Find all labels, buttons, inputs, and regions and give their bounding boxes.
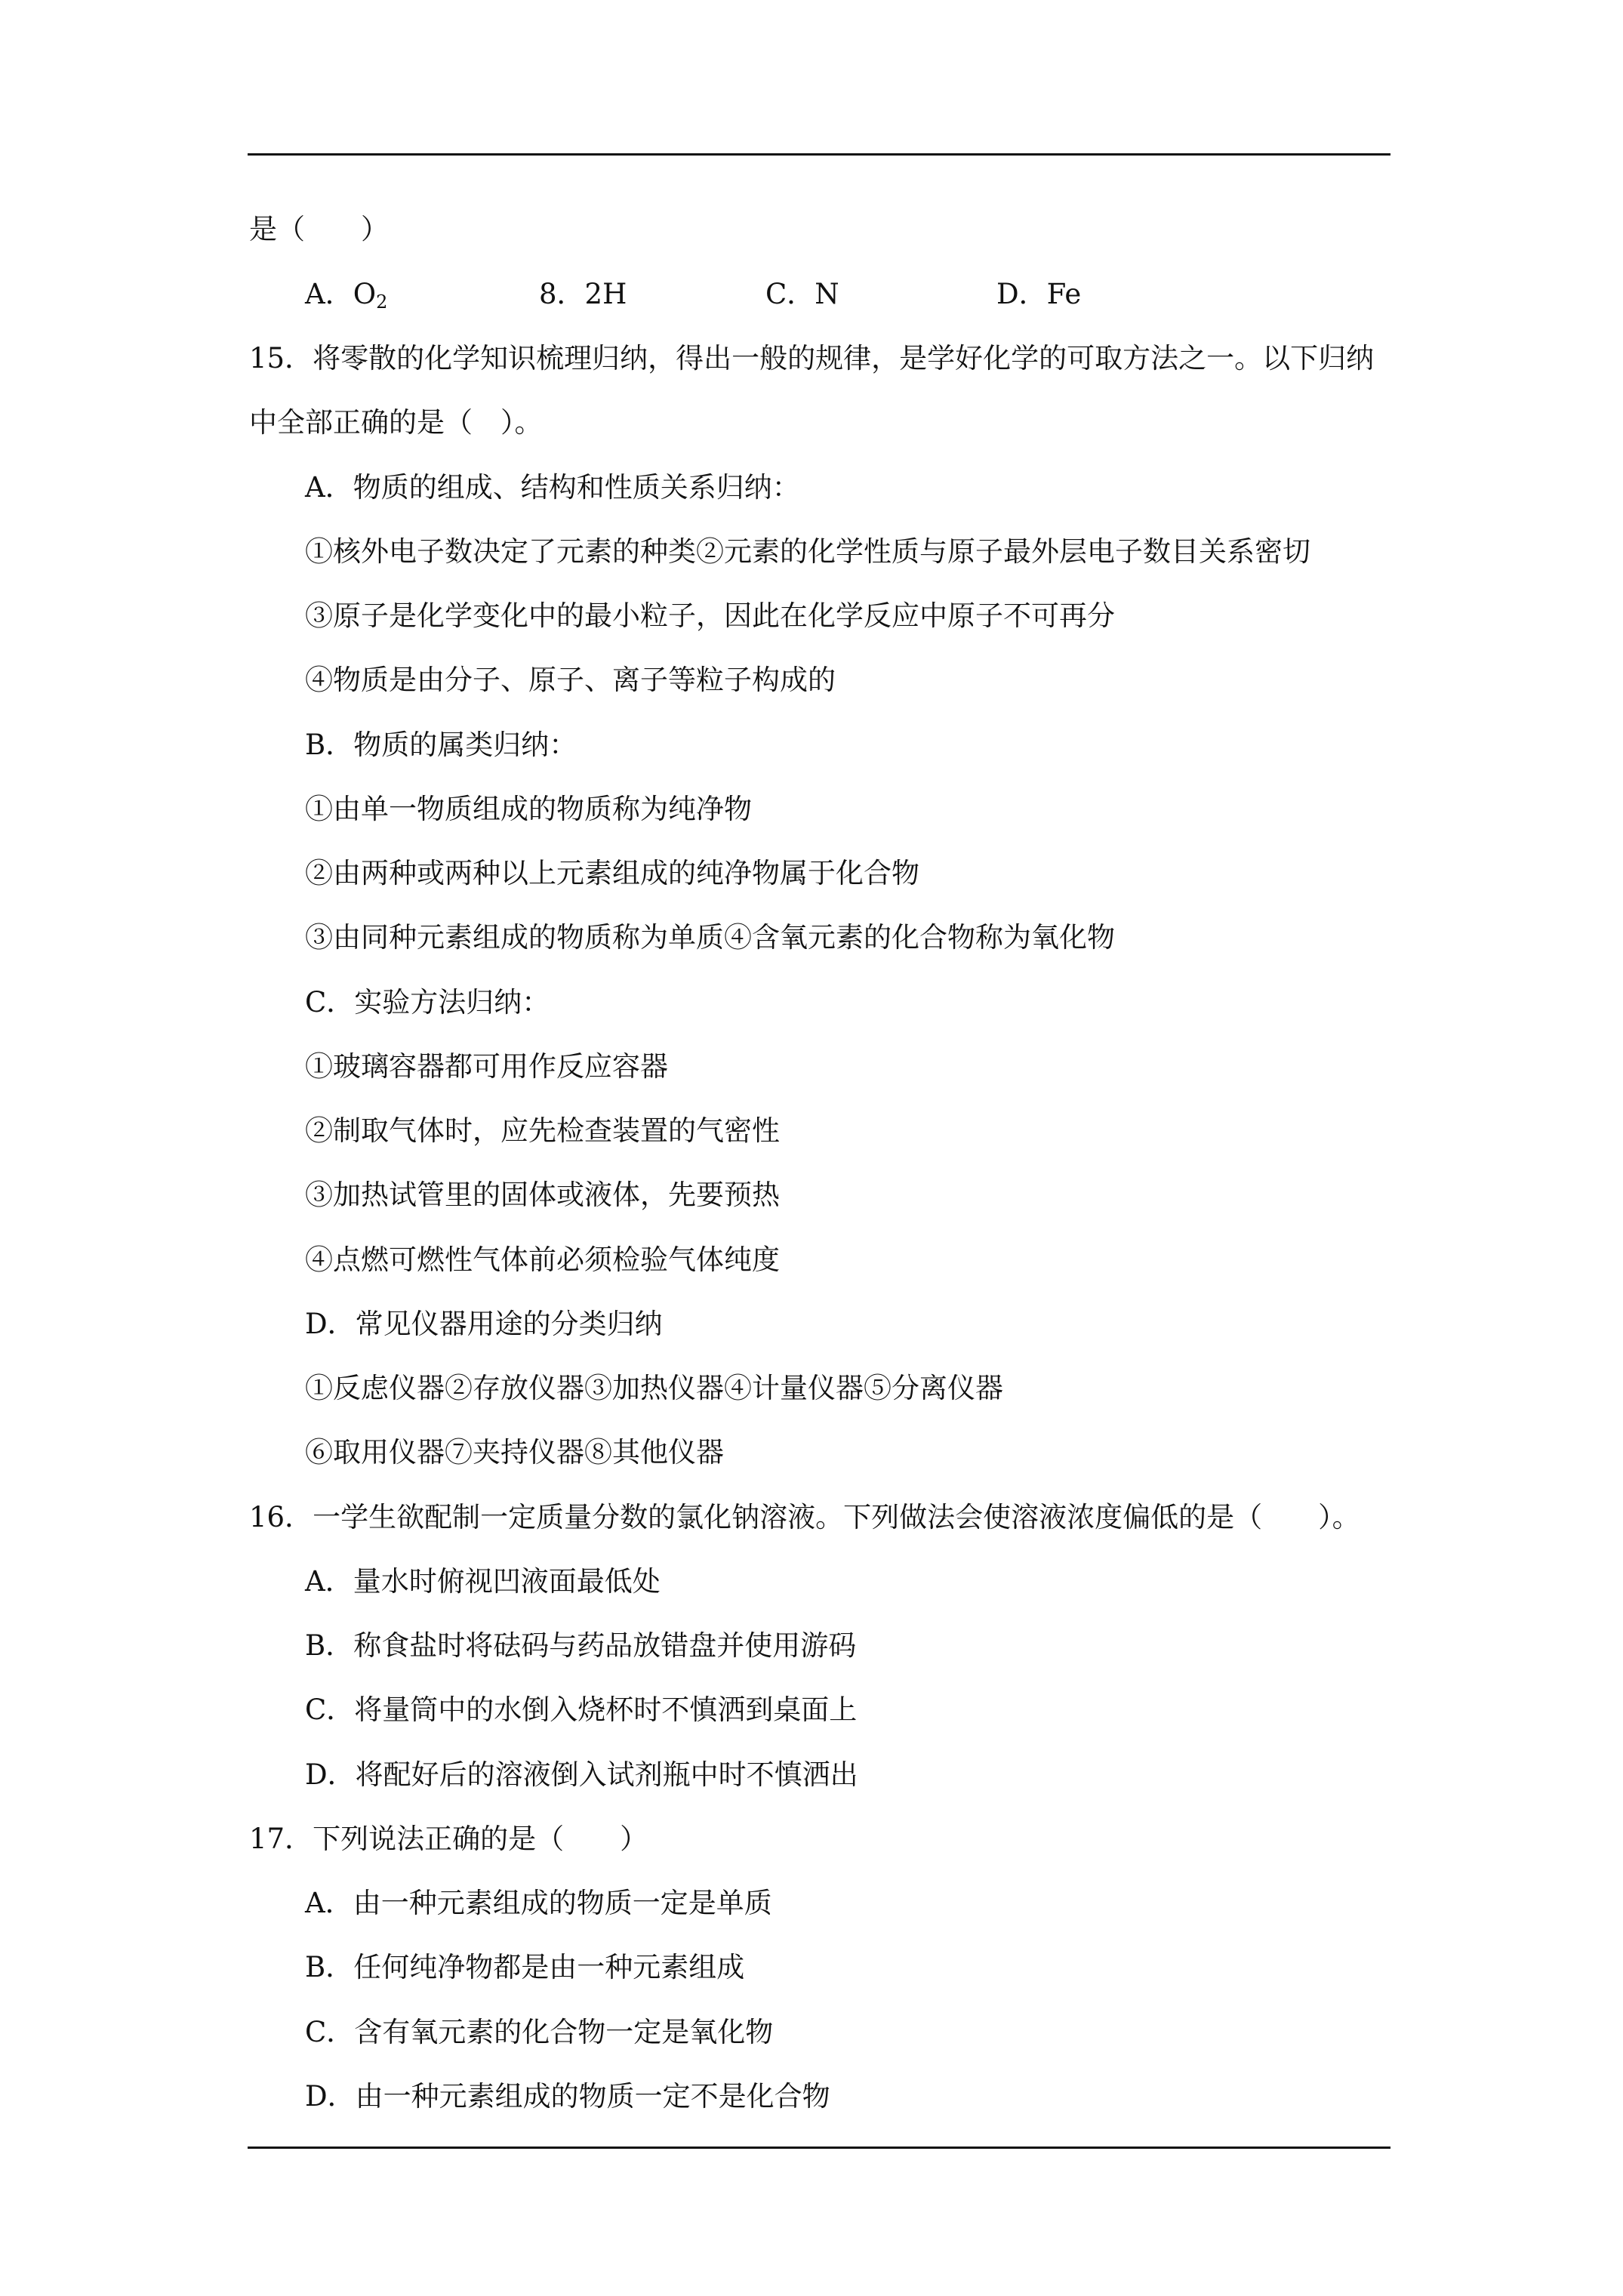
q17-option: A．由一种元素组成的物质一定是单质 <box>305 1887 772 1919</box>
q14-option-d: D．Fe <box>996 278 1082 310</box>
q16-option: B．称食盐时将砝码与药品放错盘并使用游码 <box>305 1629 857 1662</box>
q17-stem: 17．下列说法正确的是（ ） <box>249 1823 648 1855</box>
q16-option: D．将配好后的溶液倒入试剂瓶中时不慎洒出 <box>305 1758 858 1791</box>
q15-option-a-item: ④物质是由分子、原子、离子等粒子构成的 <box>305 664 836 696</box>
q15-option-b-item: ①由单一物质组成的物质称为纯净物 <box>305 793 752 825</box>
q15-option-b-title: B．物质的属类归纳： <box>305 729 577 761</box>
q16-option: C．将量筒中的水倒入烧杯时不慎洒到桌面上 <box>305 1693 858 1726</box>
q16-stem: 16．一学生欲配制一定质量分数的氯化钠溶液。下列做法会使溶液浓度偏低的是（ ）。 <box>249 1501 1360 1533</box>
q15-option-d-item: ⑥取用仪器⑦夹持仪器⑧其他仪器 <box>305 1436 724 1469</box>
q15-option-a-title: A．物质的组成、结构和性质关系归纳： <box>305 471 800 504</box>
q16-option: A．量水时俯视凹液面最低处 <box>305 1565 661 1598</box>
q15-option-c-item: ④点燃可燃性气体前必须检验气体纯度 <box>305 1244 780 1276</box>
q15-option-b-item: ②由两种或两种以上元素组成的纯净物属于化合物 <box>305 857 919 889</box>
q14-option-c: C．N <box>765 278 839 310</box>
q15-option-b-item: ③由同种元素组成的物质称为单质④含氧元素的化合物称为氧化物 <box>305 921 1115 954</box>
q15-option-a-item: ③原子是化学变化中的最小粒子，因此在化学反应中原子不可再分 <box>305 599 1115 632</box>
q14-stem-tail: 是（ ） <box>249 213 389 245</box>
q14-option-b: 8．2H <box>539 278 627 310</box>
q15-stem-line1: 15．将零散的化学知识梳理归纳，得出一般的规律，是学好化学的可取方法之一。以下归纳 <box>249 342 1375 374</box>
q15-stem-line2: 中全部正确的是（ ）。 <box>249 406 543 439</box>
q15-option-c-title: C．实验方法归纳： <box>305 986 550 1019</box>
q15-option-d-item: ①反虑仪器②存放仪器③加热仪器④计量仪器⑤分离仪器 <box>305 1372 1003 1404</box>
q15-option-a-item: ①核外电子数决定了元素的种类②元素的化学性质与原子最外层电子数目关系密切 <box>305 535 1310 568</box>
q17-option: B．任何纯净物都是由一种元素组成 <box>305 1951 745 1983</box>
q15-option-c-item: ②制取气体时，应先检查装置的气密性 <box>305 1114 780 1147</box>
q15-option-c-item: ①玻璃容器都可用作反应容器 <box>305 1050 668 1083</box>
q14-option-a: A．$O_2$ <box>305 278 388 313</box>
q15-option-d-title: D．常见仪器用途的分类归纳 <box>305 1308 663 1340</box>
header-rule <box>248 153 1390 156</box>
footer-rule <box>248 2147 1390 2149</box>
q15-option-c-item: ③加热试管里的固体或液体，先要预热 <box>305 1179 780 1211</box>
q17-option: D．由一种元素组成的物质一定不是化合物 <box>305 2080 830 2113</box>
q17-option: C．含有氧元素的化合物一定是氧化物 <box>305 2016 774 2048</box>
